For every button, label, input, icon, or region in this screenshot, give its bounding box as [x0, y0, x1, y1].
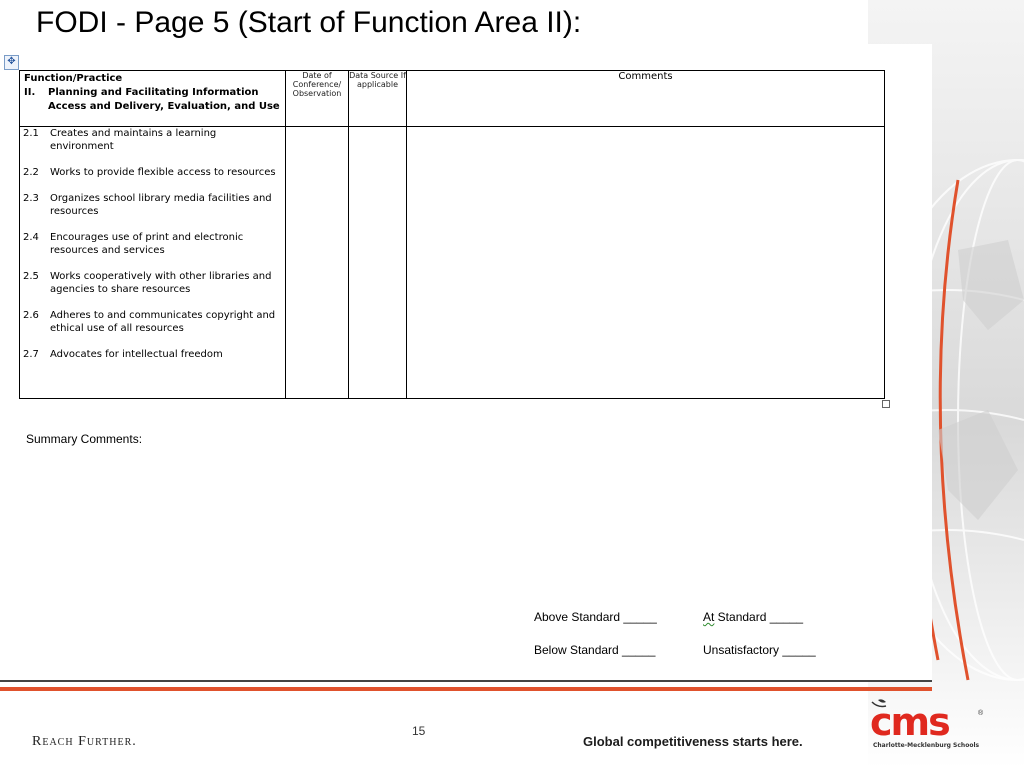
rating-below-standard: Below Standard _____ [534, 643, 656, 657]
rating-at-standard [703, 610, 803, 624]
item-number: 2.3 [23, 193, 39, 204]
table-body-row [20, 127, 885, 399]
item-number: 2.4 [23, 232, 39, 243]
comments-column-header: Comments [407, 71, 885, 127]
list-item [23, 192, 282, 218]
slide-title: FODI - Page 5 (Start of Function Area II): [36, 6, 582, 39]
item-text: Creates and maintains a learning environment [50, 128, 217, 152]
area-number: II. [24, 87, 36, 98]
further-rest: urther. [86, 734, 137, 749]
list-item [23, 348, 282, 361]
footer-divider-red [0, 687, 932, 691]
item-text: Works cooperatively with other libraries and agencies to share resources [50, 271, 272, 295]
reach-rest: each [42, 734, 74, 749]
summary-comments-label: Summary Comments: [26, 432, 143, 446]
data-source-column-header: Data Source If applicable [349, 71, 407, 127]
reach-further-text [32, 734, 137, 750]
move-cross-icon[interactable]: ✥ [4, 55, 19, 70]
registered-mark: ® [978, 710, 984, 717]
rating-above-standard: Above Standard _____ [534, 610, 657, 624]
date-column-header: Date of Conference/ Observation [286, 71, 349, 127]
footer-divider-dark [0, 680, 932, 682]
list-item [23, 231, 282, 257]
comments-cell[interactable] [407, 127, 885, 399]
list-item [23, 309, 282, 335]
fodi-form-table [19, 70, 885, 399]
footer-tagline: Global competitiveness starts here. [583, 734, 803, 749]
item-number: 2.5 [23, 271, 39, 282]
cms-logo-subtitle: Charlotte-Mecklenburg Schools [873, 742, 980, 749]
list-item [23, 166, 282, 179]
table-header-row [20, 71, 885, 127]
list-item [23, 127, 282, 153]
item-number: 2.2 [23, 167, 39, 178]
further-initial: F [78, 734, 87, 749]
reach-initial: R [32, 734, 43, 749]
item-text: Advocates for intellectual freedom [50, 349, 223, 360]
practice-items-cell [20, 127, 286, 399]
rating-at-word: At [703, 610, 715, 624]
data-source-cell[interactable] [349, 127, 407, 399]
rating-unsatisfactory: Unsatisfactory _____ [703, 643, 816, 657]
item-number: 2.7 [23, 349, 39, 360]
table-resize-handle[interactable] [882, 400, 890, 408]
item-text: Encourages use of print and electronic resources and services [50, 232, 244, 256]
date-cell[interactable] [286, 127, 349, 399]
item-text: Works to provide flexible access to resources [50, 167, 276, 178]
item-number: 2.6 [23, 310, 39, 321]
function-practice-header [20, 71, 286, 127]
rating-at-rest: Standard _____ [714, 610, 804, 624]
item-text: Organizes school library media facilities and resources [50, 193, 272, 217]
page-number: 15 [412, 724, 426, 738]
list-item [23, 270, 282, 296]
item-text: Adheres to and communicates copyright and ethical use of all resources [50, 310, 276, 334]
cms-logo: cms [870, 700, 949, 744]
item-number: 2.1 [23, 128, 39, 139]
function-practice-label: Function/Practice [24, 73, 123, 84]
area-title: Planning and Facilitating Information Access and Delivery, Evaluation, and Use [48, 87, 280, 112]
